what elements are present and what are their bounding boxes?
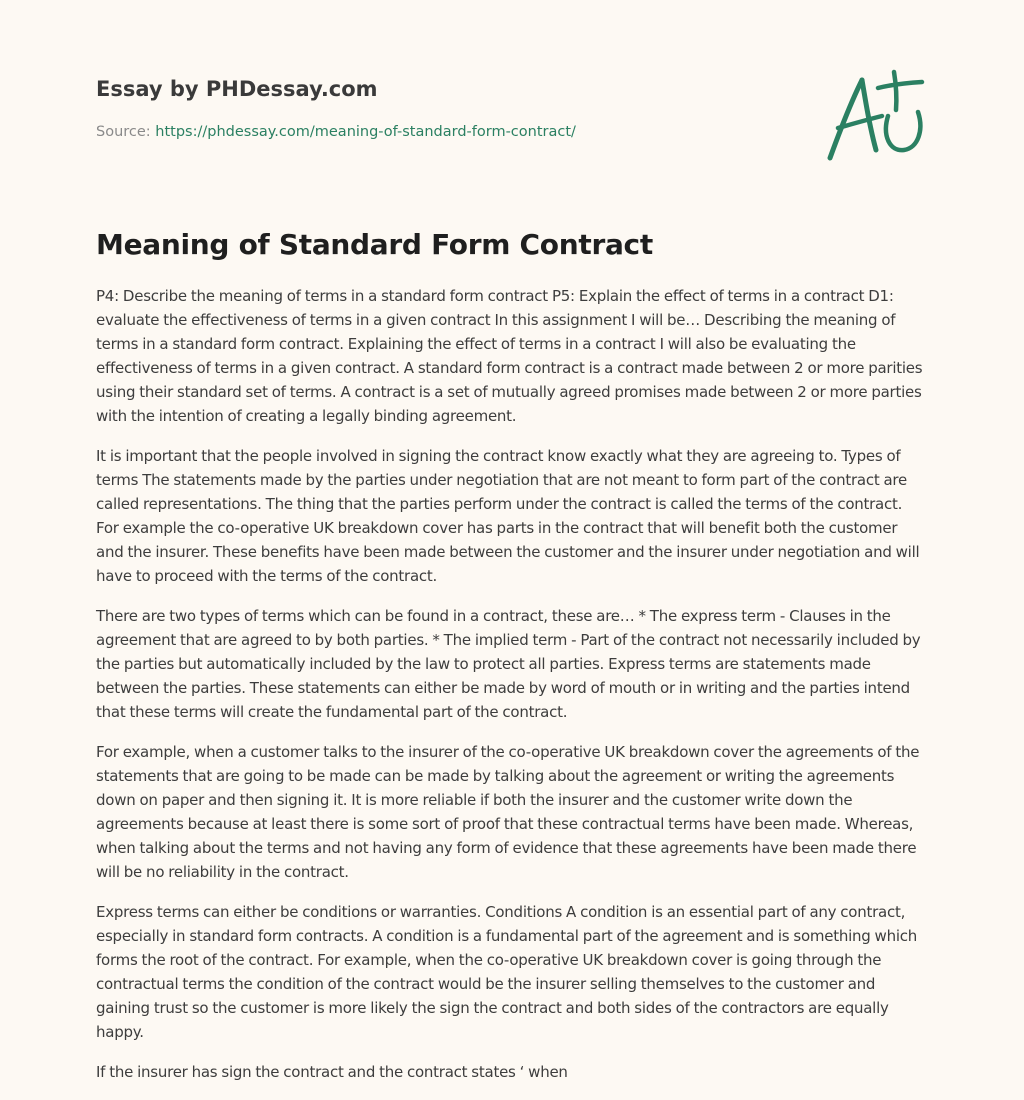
essay-paragraph: It is important that the people involved in signing the contract know exactly what they are agreeing to. Types of terms The statements made by the parties under negotiation that are not meant to form part of the contract are called representations. The thing that the parties perform under the contract is called the terms of the contract. For example the co-operative UK breakdown cover has parts in the contract that will benefit both the customer and the insurer. These benefits have been made between the customer and the insurer under negotiation and will have to proceed with the terms of the contract.: [96, 447, 920, 585]
essay-paragraph: Express terms can either be conditions or warranties. Conditions A condition is an essential part of any contract, especially in standard form contracts. A condition is a fundamental part of the agreement and is something which forms the root of the contract. For example, when the co-operative UK breakdown cover is going through the contractual terms the condition of the contract would be the insurer selling themselves to the customer and gaining trust so the customer is more likely the sign the contract and both sides of the contractors are equally happy.: [96, 903, 918, 1041]
page-header: [96, 74, 796, 142]
source-link[interactable]: https://phdessay.com/meaning-of-standard-form-contract/: [155, 124, 576, 140]
a-plus-grade-icon: [820, 66, 930, 166]
essay-paragraph: P4: Describe the meaning of terms in a standard form contract P5: Explain the effect of terms in a contract D1: evaluate the effectiveness of terms in a given contract In this assignment I will be… Describing the meaning of terms in a standard form contract. Explaining the effect of terms in a contract I will also be evaluating the effectiveness of terms in a given contract. A standard form contract is a contract made between 2 or more parities using their standard set of terms. A contract is a set of mutually agreed promises made between 2 or more parties with the intention of creating a legally binding agreement.: [96, 287, 923, 425]
essay-paragraph: For example, when a customer talks to the insurer of the co-operative UK breakdown cover the agreements of the statements that are going to be made can be made by talking about the agreement or writing the agreements down on paper and then signing it. It is more reliable if both the insurer and the customer write down the agreements because at least there is some sort of proof that these contractual terms have been made. Whereas, when talking about the terms and not having any form of evidence that these agreements have been made there will be no reliability in the contract.: [96, 743, 920, 881]
site-title: Essay by PHDessay.com: [96, 77, 378, 101]
essay-paragraph: If the insurer has sign the contract and the contract states ‘ when: [96, 1063, 568, 1081]
essay-body: [96, 284, 928, 1100]
essay-paragraph: There are two types of terms which can be found in a contract, these are… * The express term - Clauses in the agreement that are agreed to by both parties. * The implied term - Part of the contract not necessarily included by the parties but automatically included by the law to protect all parties. Express terms are statements made between the parties. These statements can either be made by word of mouth or in writing and the parties intend that these terms will create the fundamental part of the contract.: [96, 607, 921, 721]
source-label: Source:: [96, 124, 151, 140]
source-line: [96, 122, 796, 142]
document-title: Meaning of Standard Form Contract: [96, 228, 653, 261]
